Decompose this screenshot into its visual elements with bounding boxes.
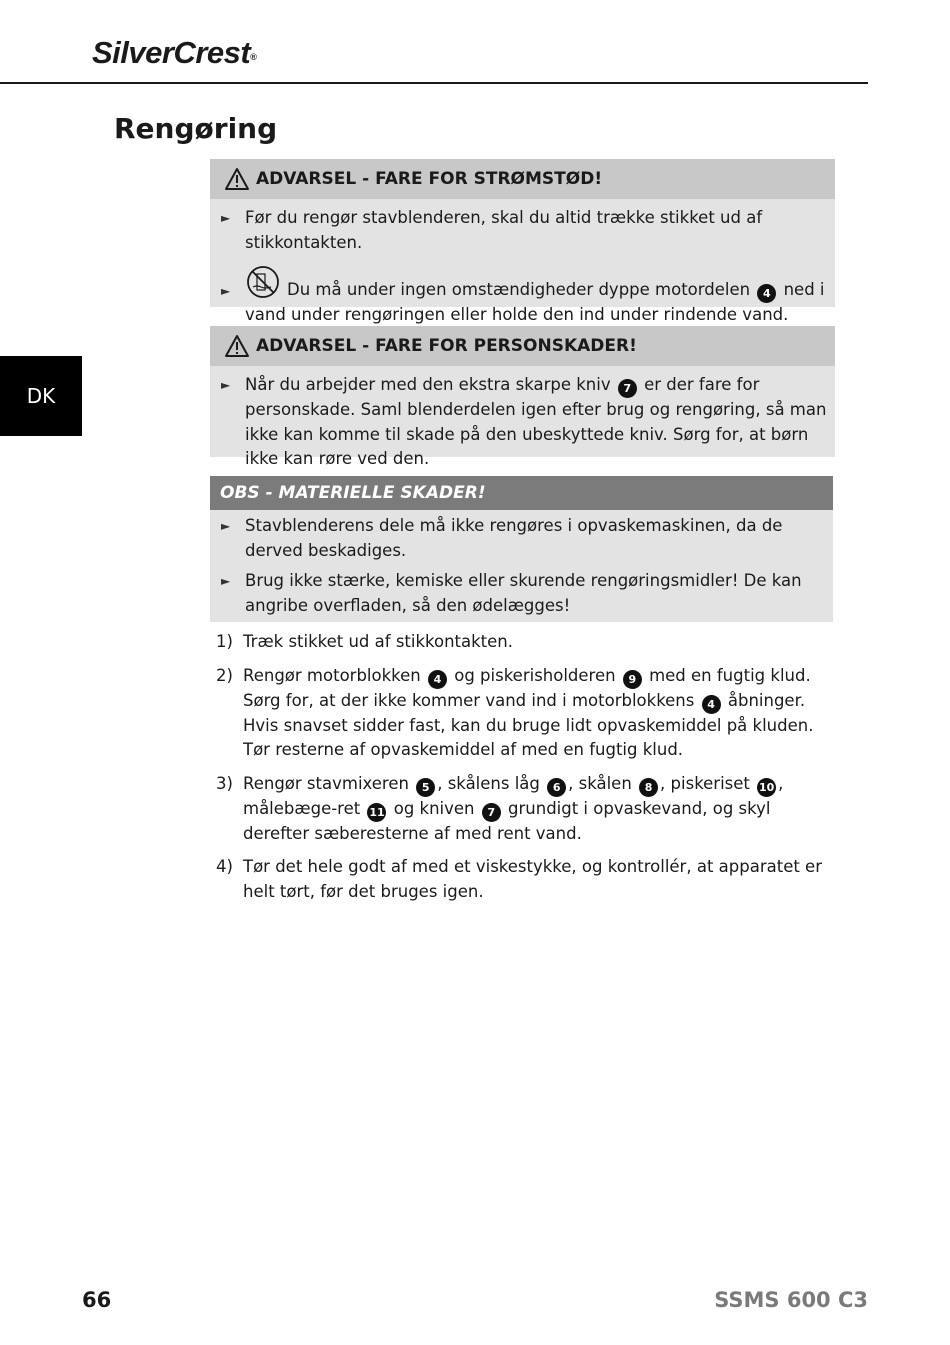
bullet-text: Du må under ingen omstændigheder dyppe motordelen — [287, 280, 751, 299]
bullet-arrow-icon: ► — [221, 284, 231, 298]
ref-number: 6 — [547, 778, 566, 797]
notice-title: OBS - MATERIELLE SKADER! — [210, 476, 833, 510]
step-number: 4) — [216, 857, 233, 876]
warning-injury-bullet — [210, 373, 835, 472]
ref-number: 8 — [639, 778, 658, 797]
notice-box — [210, 476, 833, 622]
model-number: SSMS 600 C3 — [714, 1288, 868, 1312]
warning-triangle-icon — [224, 167, 250, 191]
step-text: , skålens låg — [437, 773, 540, 793]
step-text: Sørg for, at der ikke kommer vand ind i motorblokkens — [243, 690, 695, 710]
step-text: Rengør motorblokken — [243, 665, 421, 685]
step-text: og piskerisholderen — [454, 665, 616, 685]
step-text: Tør det hele godt af med et viskestykke, og kontrollér, at apparatet er helt tørt, før det bruges igen. — [243, 857, 822, 901]
page-number: 66 — [82, 1288, 112, 1312]
step-text: , skålen — [568, 773, 632, 793]
bullet-text: er der fare for personskade. Saml blenderdelen igen efter brug og rengøring, så man ikke kan komme til skade på den ubeskyttede kniv. Sørg for, at børn ikke kan røre ved den. — [245, 375, 827, 468]
step-number: 1) — [216, 632, 233, 651]
page-title: Rengøring — [114, 112, 278, 145]
bullet-arrow-icon: ► — [221, 378, 231, 392]
step-text: Træk stikket ud af stikkontakten. — [243, 632, 514, 651]
header-divider — [0, 82, 868, 84]
notice-bullet — [210, 569, 833, 618]
step-4 — [216, 855, 841, 904]
warning-injury-box — [210, 326, 835, 468]
bullet-text: Før du rengør stavblenderen, skal du altid trække stikket ud af stikkontakten. — [245, 208, 763, 252]
ref-number: 7 — [618, 379, 637, 398]
ref-number: 4 — [757, 284, 776, 303]
ref-number: 9 — [623, 670, 642, 689]
no-immersion-icon — [245, 265, 281, 299]
warning-injury-header — [210, 326, 835, 366]
step-text: , målebæge-ret — [243, 773, 784, 818]
warning-electric-title: ADVARSEL - FARE FOR STRØMSTØD! — [256, 169, 603, 189]
ref-number: 11 — [367, 803, 386, 822]
step-text: grundigt i opvaskevand, og skyl derefter sæberesterne af med rent vand. — [243, 798, 771, 843]
step-text: med en fugtig klud. — [649, 665, 811, 685]
ref-number: 4 — [428, 670, 447, 689]
step-2 — [216, 664, 841, 763]
notice-bullet — [210, 514, 833, 563]
language-tab: DK — [0, 356, 82, 436]
bullet-arrow-icon: ► — [221, 574, 231, 588]
registered-mark: ® — [250, 52, 257, 62]
warning-electric-bullet — [210, 206, 835, 255]
bullet-text: Når du arbejder med den ekstra skarpe kniv — [245, 375, 611, 394]
step-text: Rengør stavmixeren — [243, 773, 409, 793]
warning-electric-bullet — [210, 265, 835, 328]
silvercrest-logo — [92, 34, 256, 72]
ref-number: 10 — [757, 778, 776, 797]
bullet-arrow-icon: ► — [221, 211, 231, 225]
bullet-text: Brug ikke stærke, kemiske eller skurende rengøringsmidler! De kan angribe overfladen, så den ødelægges! — [245, 571, 802, 615]
warning-injury-title: ADVARSEL - FARE FOR PERSONSKADER! — [256, 336, 637, 356]
warning-electric-box — [210, 159, 835, 324]
ref-number: 5 — [416, 778, 435, 797]
bullet-text: Stavblenderens dele må ikke rengøres i opvaskemaskinen, da de derved beskadiges. — [245, 516, 783, 560]
step-3 — [216, 772, 841, 847]
bullet-arrow-icon: ► — [221, 519, 231, 533]
warning-electric-header — [210, 159, 835, 199]
step-text: og kniven — [393, 798, 475, 818]
bullet-text: ned i vand under rengøringen eller holde den ind under rindende vand. — [245, 280, 825, 324]
step-text: åbninger. Hvis snavset sidder fast, kan du bruge lidt opvaskemiddel på kluden. Tør resterne af opvaskemiddel af med en fugtig klud. — [243, 690, 814, 759]
cleaning-steps — [216, 630, 841, 913]
warning-triangle-icon — [224, 334, 250, 358]
ref-number: 4 — [702, 695, 721, 714]
step-number: 2) — [216, 665, 233, 685]
logo-text: SilverCrest — [92, 35, 251, 70]
step-number: 3) — [216, 773, 233, 793]
step-text: , piskeriset — [660, 773, 750, 793]
ref-number: 7 — [482, 803, 501, 822]
step-1 — [216, 630, 841, 655]
